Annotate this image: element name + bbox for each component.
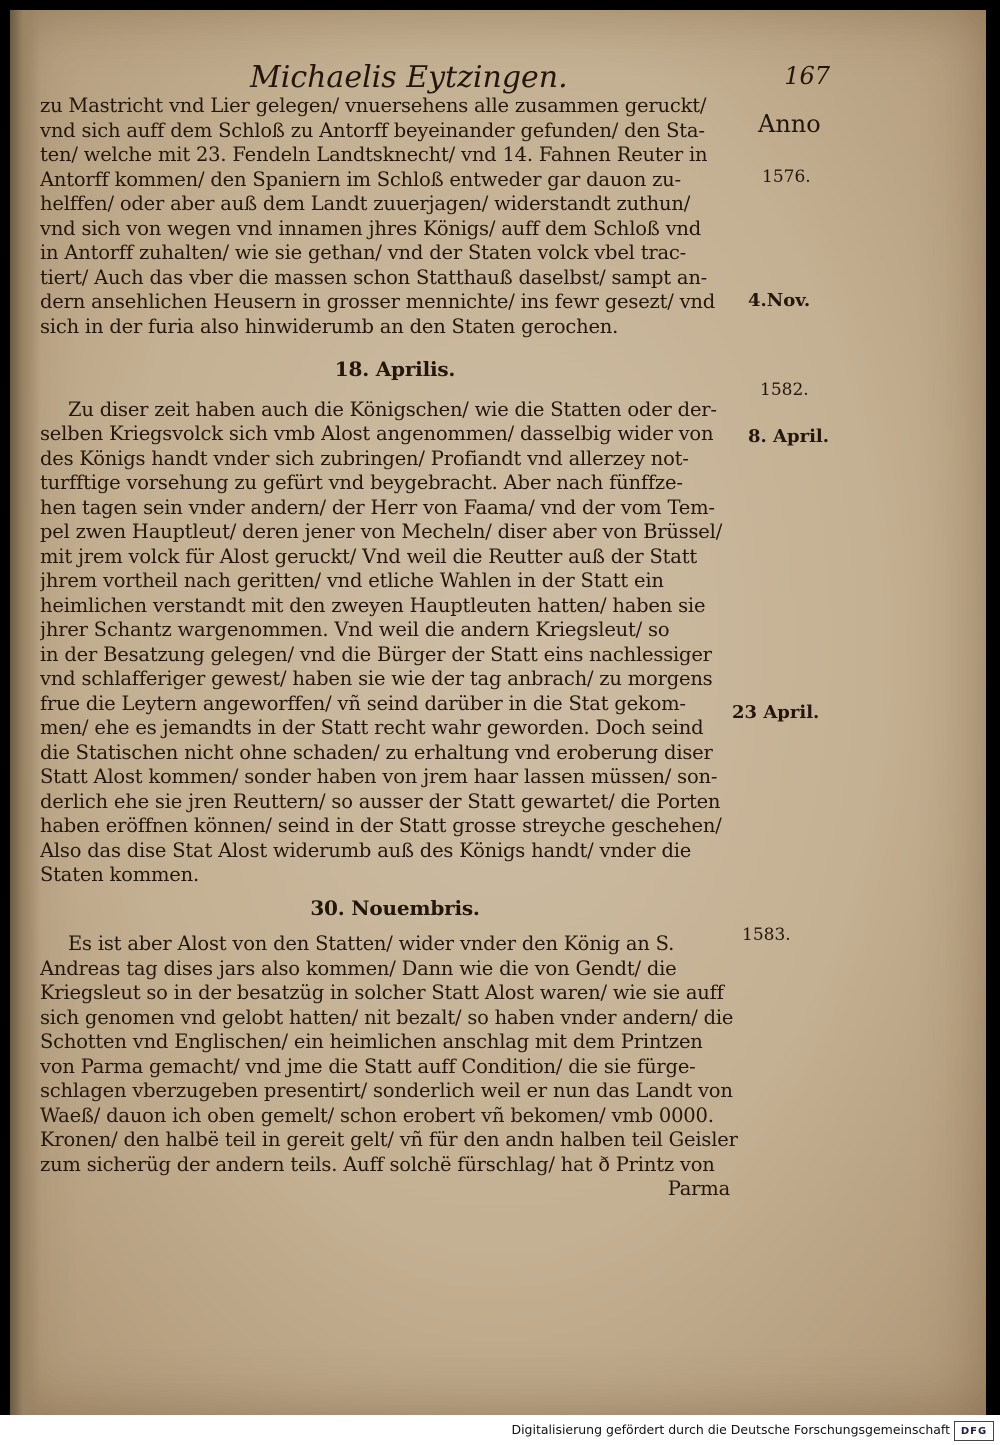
text-line: helffen/ oder aber auß dem Landt zuuerjagen/ widerstandt zuthun/ (40, 192, 691, 215)
text-line: vnd sich von wegen vnd innamen jhres Königs/ auff dem Schloß vnd (40, 216, 702, 240)
text-line: jhrem vortheil nach geritten/ vnd etliche Wahlen in der Statt ein (40, 569, 664, 592)
text-line: vnd schlafferiger gewest/ haben sie wie der tag anbrach/ zu morgens (40, 667, 713, 690)
text-line: Antorff kommen/ den Spaniern im Schloß entweder gar dauon zu- (40, 167, 681, 191)
text-line: hen tagen sein vnder andern/ der Herr von Faama/ vnd der vom Tem- (40, 495, 715, 519)
scanned-page (10, 10, 986, 1415)
text-line: Es ist aber Alost von den Statten/ wider vnder den König an S. (68, 932, 675, 955)
catchword: Parma (667, 1177, 730, 1200)
text-line: turfftige vorsehung zu gefürt vnd beygebracht. Aber nach fünffze- (40, 471, 683, 494)
text-line: jhrer Schantz wargenommen. Vnd weil die andern Kriegsleut/ so (40, 618, 670, 641)
page-gutter-shadow (10, 10, 40, 1415)
section-1 (40, 94, 750, 339)
dfg-logo: DFG (954, 1421, 994, 1441)
text-line: men/ ehe es jemandts in der Statt recht wahr geworden. Doch seind (40, 716, 704, 739)
text-line: Also das dise Stat Alost widerumb auß des Königs handt/ vnder die (40, 838, 692, 862)
text-line: dern ansehlichen Heusern in grosser mennichte/ ins fewr gesezt/ vnd (40, 290, 716, 313)
date-heading-april: 18. Aprilis. (334, 357, 456, 381)
date-heading-november: 30. Nouembris. (310, 895, 480, 920)
body-text (40, 94, 750, 1202)
text-line: zu Mastricht vnd Lier gelegen/ vnuersehens alle zusammen geruckt/ (40, 94, 707, 117)
text-line: von Parma gemacht/ vnd jme die Statt auff Condition/ die sie fürge- (40, 1054, 696, 1078)
text-line: in Antorff zuhalten/ wie sie gethan/ vnd der Staten volck vbel trac- (40, 241, 686, 264)
footer-bar (0, 1415, 1000, 1445)
text-line: sich in der furia also hinwiderumb an den Staten gerochen. (40, 314, 619, 338)
text-line: in der Besatzung gelegen/ vnd die Bürger der Statt eins nachlessiger (40, 642, 712, 666)
text-line: Kronen/ den halbë teil in gereit gelt/ vñ für den andn halben teil Geisler (40, 1128, 738, 1151)
text-line: vnd sich auff dem Schloß zu Antorff beyeinander gefunden/ den Sta- (40, 118, 705, 142)
header-title: Michaelis Eytzingen. (250, 60, 568, 95)
text-line: mit jrem volck für Alost geruckt/ Vnd weil die Reutter auß der Statt (40, 544, 697, 568)
text-line: pel zwen Hauptleut/ deren jener von Mecheln/ diser aber von Brüssel/ (40, 520, 723, 543)
text-line: heimlichen verstandt mit den zweyen Hauptleuten hatten/ haben sie (40, 593, 706, 617)
text-line: Staten kommen. (40, 863, 199, 886)
text-line: Statt Alost kommen/ sonder haben von jrem haar lassen müssen/ son- (40, 765, 718, 788)
text-line: derlich ehe sie jren Reuttern/ so ausser der Statt gewartet/ die Porten (40, 789, 721, 813)
text-line: tiert/ Auch das vber die massen schon Statthauß daselbst/ sampt an- (40, 265, 708, 289)
text-line: Waeß/ dauon ich oben gemelt/ schon erobert vñ bekomen/ vmb 0000. (40, 1103, 714, 1127)
text-line: frue die Leytern angeworffen/ vñ seind darüber in die Stat gekom- (40, 691, 686, 715)
text-line: schlagen vberzugeben presentirt/ sonderlich weil er nun das Landt von (40, 1079, 733, 1102)
page-number: 167 (784, 62, 830, 90)
text-line: die Statischen nicht ohne schaden/ zu erhaltung vnd eroberung diser (40, 740, 713, 764)
margin-note-anno: Anno (758, 110, 821, 138)
margin-note-april-23: 23 April. (732, 702, 820, 723)
text-line: zum sicherüg der andern teils. Auff solchë fürschlag/ hat ð Printz von (40, 1152, 715, 1176)
margin-note-year-1583: 1583. (742, 925, 791, 945)
text-line: selben Kriegsvolck sich vmb Alost angenommen/ dasselbig wider von (40, 422, 714, 445)
text-line: sich genomen vnd gelobt hatten/ nit bezalt/ so haben vnder andern/ die (40, 1005, 734, 1029)
text-line: haben eröffnen können/ seind in der Statt grosse streyche geschehen/ (40, 814, 722, 837)
text-line: Zu diser zeit haben auch die Königschen/ wie die Statten oder der- (68, 397, 717, 421)
text-line: ten/ welche mit 23. Fendeln Landtsknecht/ vnd 14. Fahnen Reuter in (40, 143, 708, 166)
margin-note-april-8: 8. April. (748, 426, 830, 447)
footer-credit: Digitalisierung gefördert durch die Deutsche Forschungsgemeinschaft (511, 1422, 950, 1437)
text-line: Schotten vnd Englischen/ ein heimlichen anschlag mit dem Printzen (40, 1030, 703, 1053)
margin-note-year-1582: 1582. (760, 380, 809, 400)
section-3 (40, 932, 750, 1177)
text-line: Andreas tag dises jars also kommen/ Dann wie die von Gendt/ die (40, 956, 677, 980)
text-line: Kriegsleut so in der besatzüg in solcher Statt Alost waren/ wie sie auff (40, 981, 724, 1004)
margin-note-year-1576: 1576. (762, 167, 811, 187)
margin-note-nov-4: 4.Nov. (748, 290, 811, 311)
section-2 (40, 398, 750, 888)
text-line: des Königs handt vnder sich zubringen/ Profiandt vnd allerzey not- (40, 446, 689, 470)
